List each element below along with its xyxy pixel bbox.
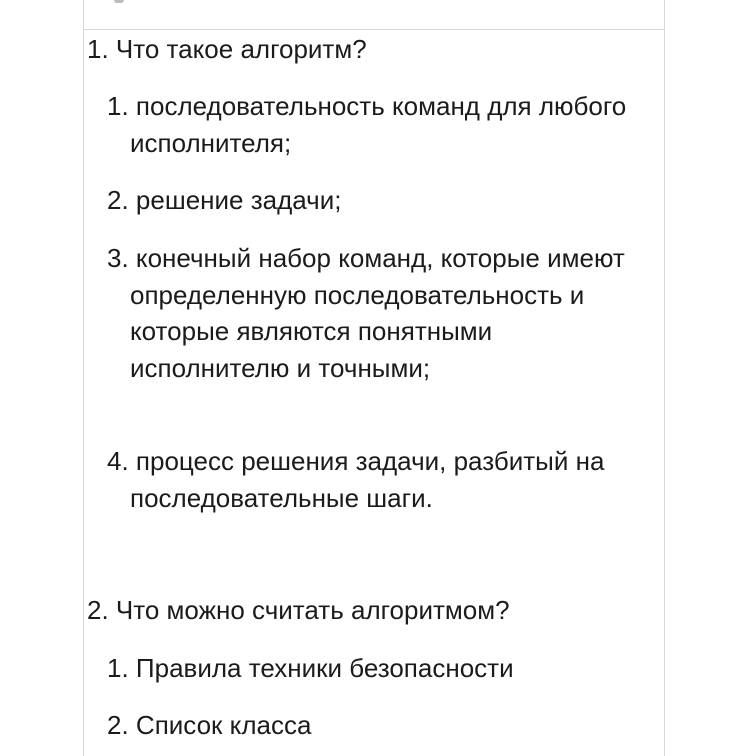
answer-number: 3. [107, 243, 129, 273]
answer-1-2 [107, 182, 637, 219]
answer-text: решение задачи; [135, 185, 342, 215]
answer-text: конечный набор команд, которые имеют определенную последовательность и которые являются понятными исполнителю и точными; [130, 243, 625, 383]
question-1 [87, 31, 367, 67]
answer-text: Правила техники безопасности [135, 653, 514, 683]
answer-number: 2. [107, 185, 129, 215]
answer-number: 2. [107, 710, 129, 740]
answer-number: 1. [107, 91, 129, 121]
question-number: 1. [87, 34, 109, 64]
answer-2-2 [107, 707, 637, 744]
question-text: Что такое алгоритм? [115, 34, 367, 64]
answer-number: 4. [107, 446, 129, 476]
top-divider [83, 29, 665, 30]
answer-1-3 [107, 240, 637, 386]
question-number: 2. [87, 595, 109, 625]
question-2 [87, 592, 510, 628]
answer-text: процесс решения задачи, разбитый на последовательные шаги. [130, 446, 605, 513]
answer-number: 1. [107, 653, 129, 683]
question-text: Что можно считать алгоритмом? [115, 595, 510, 625]
cut-off-text-fragment [114, 0, 124, 3]
answer-2-1 [107, 650, 637, 687]
answer-1-4 [107, 443, 637, 516]
answer-1-1 [107, 88, 637, 161]
answer-text: последовательность команд для любого исполнителя; [130, 91, 627, 158]
answer-text: Список класса [135, 710, 312, 740]
